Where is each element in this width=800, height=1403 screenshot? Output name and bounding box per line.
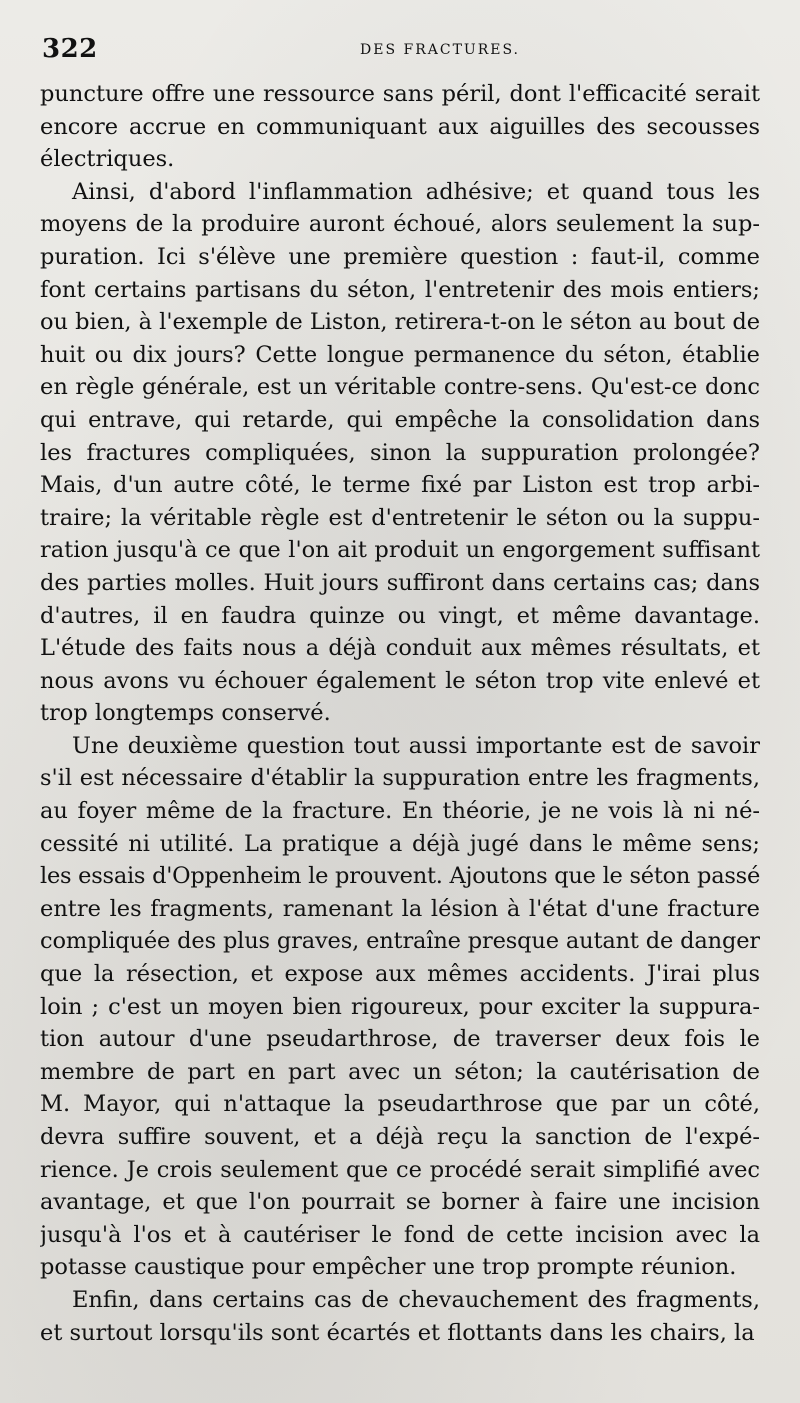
page-header (40, 34, 760, 64)
text-line: membre de part en part avec un séton; la cautérisation de (40, 1058, 760, 1085)
text-line: cessité ni utilité. La pratique a déjà jugé dans le même sens; (40, 830, 760, 857)
text-line: compliquée des plus graves, entraîne presque autant de danger (40, 928, 760, 955)
text-line: électriques. (40, 146, 175, 173)
text-line: puncture offre une ressource sans péril, dont l'efficacité serait (40, 81, 760, 107)
text-line: loin ; c'est un moyen bien rigoureux, pour exciter la suppura- (40, 993, 760, 1020)
text-line: tion autour d'une pseudarthrose, de traverser deux fois le (40, 1026, 760, 1053)
text-line: avantage, et que l'on pourrait se borner à faire une incision (40, 1189, 760, 1216)
text-line: les fractures compliquées, sinon la suppuration prolongée? (40, 439, 760, 466)
text-line: rience. Je crois seulement que ce procédé serait simplifié avec (40, 1156, 760, 1183)
text-line: entre les fragments, ramenant la lésion à l'état d'une fracture (40, 895, 760, 922)
text-line: Mais, d'un autre côté, le terme fixé par Liston est trop arbi- (40, 472, 760, 499)
text-line: jusqu'à l'os et à cautériser le fond de cette incision avec la (40, 1221, 760, 1248)
text-line: potasse caustique pour empêcher une trop prompte réunion. (40, 1254, 737, 1281)
text-line: en règle générale, est un véritable contre-sens. Qu'est-ce donc (40, 374, 760, 401)
text-line: qui entrave, qui retarde, qui empêche la consolidation dans (40, 406, 760, 433)
text-line: et surtout lorsqu'ils sont écartés et flottants dans les chairs, la (40, 1319, 755, 1346)
text-line: que la résection, et expose aux mêmes accidents. J'irai plus (40, 961, 760, 988)
text-line: trop longtemps conservé. (40, 700, 331, 727)
page-number: 322 (42, 34, 98, 64)
text-line: s'il est nécessaire d'établir la suppuration entre les fragments, (40, 765, 760, 792)
text-line: ration jusqu'à ce que l'on ait produit un engorgement suffisant (40, 537, 760, 564)
body-text (40, 78, 760, 1349)
text-line: traire; la véritable règle est d'entretenir le séton ou la suppu- (40, 504, 760, 531)
text-line: devra suffire souvent, et a déjà reçu la sanction de l'expé- (40, 1124, 760, 1150)
text-line: font certains partisans du séton, l'entretenir des mois entiers; (40, 276, 760, 303)
text-line: d'autres, il en faudra quinze ou vingt, et même davantage. (40, 602, 760, 629)
text-line: Une deuxième question tout aussi importante est de savoir (72, 732, 760, 759)
text-line: encore accrue en communiquant aux aiguilles des secousses (40, 113, 760, 140)
text-line: L'étude des faits nous a déjà conduit aux mêmes résultats, et (40, 635, 760, 662)
text-line: les essais d'Oppenheim le prouvent. Ajoutons que le séton passé (40, 863, 760, 890)
text-line: huit ou dix jours? Cette longue permanence du séton, établie (40, 341, 760, 368)
text-line: nous avons vu échouer également le séton trop vite enlevé et (40, 667, 760, 694)
text-line: des parties molles. Huit jours suffiront dans certains cas; dans (40, 569, 760, 596)
text-line: ou bien, à l'exemple de Liston, retirera-t-on le séton au bout de (40, 309, 760, 336)
text-line: au foyer même de la fracture. En théorie, je ne vois là ni né- (40, 798, 760, 825)
text-line: Ainsi, d'abord l'inflammation adhésive; et quand tous les (72, 178, 760, 205)
text-line: moyens de la produire auront échoué, alors seulement la sup- (40, 211, 760, 238)
running-head: DES FRACTURES. (360, 42, 521, 58)
text-line: M. Mayor, qui n'attaque la pseudarthrose que par un côté, (40, 1091, 760, 1118)
text-line: Enfin, dans certains cas de chevauchement des fragments, (72, 1286, 760, 1313)
text-line: puration. Ici s'élève une première question : faut-il, comme (40, 243, 760, 270)
